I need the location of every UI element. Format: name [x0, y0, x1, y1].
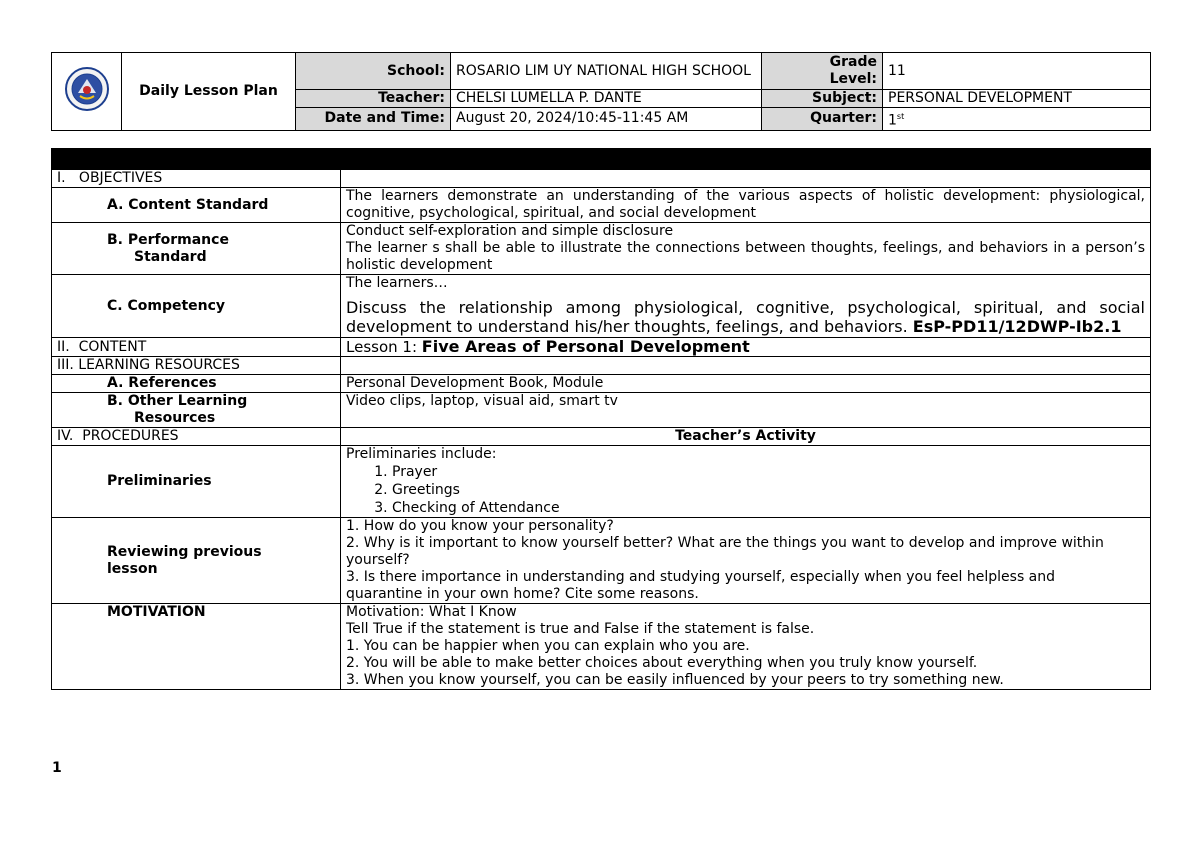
content-row — [52, 338, 1151, 357]
other-resources-value: Video clips, laptop, visual aid, smart tv — [341, 393, 1151, 428]
logo-cell — [52, 53, 122, 131]
preliminaries-label: Preliminaries — [52, 446, 341, 518]
document-title: Daily Lesson Plan — [122, 53, 296, 131]
teacher-value: CHELSI LUMELLA P. DANTE — [451, 90, 762, 108]
motivation-item: Motivation: What I Know — [346, 604, 517, 620]
header-table — [51, 52, 1151, 131]
subject-value: PERSONAL DEVELOPMENT — [883, 90, 1151, 108]
header-bar — [52, 149, 1151, 170]
objectives-row — [52, 170, 1151, 188]
content-standard-row — [52, 188, 1151, 223]
subject-label: Subject: — [762, 90, 883, 108]
other-resources-row — [52, 393, 1151, 428]
references-label: A. References — [52, 375, 341, 393]
preliminaries-intro: Preliminaries include: — [346, 446, 497, 462]
list-item: 1. Prayer — [392, 463, 1145, 481]
performance-standard-line2: The learner s shall be able to illustrate the connections between thoughts, feelings, and behaviors in a person’s holistic development — [346, 240, 1145, 273]
quarter-label: Quarter: — [762, 108, 883, 131]
preliminaries-row — [52, 446, 1151, 518]
competency-text — [346, 298, 1145, 336]
competency-label: C. Competency — [52, 275, 341, 338]
procedures-row — [52, 428, 1151, 446]
preliminaries-list — [346, 463, 1145, 517]
content-lesson — [341, 338, 1151, 357]
list-item: 2. Greetings — [392, 481, 1145, 499]
review-item: 3. Is there importance in understanding and studying yourself, especially when you feel helpless and quarantine in your own home? Cite some reasons. — [346, 569, 1056, 602]
performance-standard-line1: Conduct self-exploration and simple disclosure — [346, 223, 674, 239]
list-item: 3. Checking of Attendance — [392, 499, 1145, 517]
teacher-label: Teacher: — [296, 90, 451, 108]
review-row — [52, 518, 1151, 604]
teacher-activity-header: Teacher’s Activity — [341, 428, 1151, 446]
review-label: Reviewing previous lesson — [52, 518, 341, 604]
motivation-item: 1. You can be happier when you can explain who you are. — [346, 638, 750, 654]
date-time-label: Date and Time: — [296, 108, 451, 131]
grade-level-label: Grade Level: — [762, 53, 883, 90]
review-item: 2. Why is it important to know yourself better? What are the things you want to develop and improve within yourself? — [346, 535, 1104, 568]
quarter-suffix: st — [896, 112, 905, 121]
quarter-number: 1 — [888, 112, 897, 129]
lesson-plan-table — [51, 148, 1151, 690]
references-row — [52, 375, 1151, 393]
competency-statement: Discuss the relationship among physiological, cognitive, psychological, spiritual, and social development to understand his/her thoughts, feelings, and behaviors. — [346, 298, 1145, 336]
grade-level-value: 11 — [883, 53, 1151, 90]
page-number: 1 — [52, 760, 62, 776]
procedures-heading: IV. PROCEDURES — [52, 428, 341, 446]
learning-resources-heading: III. LEARNING RESOURCES — [52, 357, 341, 375]
motivation-label: MOTIVATION — [52, 604, 341, 690]
school-label: School: — [296, 53, 451, 90]
references-value: Personal Development Book, Module — [341, 375, 1151, 393]
motivation-item: 3. When you know yourself, you can be easily influenced by your peers to try something new. — [346, 672, 1004, 688]
performance-standard-label: B. Performance Standard — [52, 223, 341, 275]
learning-resources-row — [52, 357, 1151, 375]
motivation-row — [52, 604, 1151, 690]
school-value: ROSARIO LIM UY NATIONAL HIGH SCHOOL — [451, 53, 762, 90]
lesson-title: Five Areas of Personal Development — [421, 337, 750, 356]
motivation-item: 2. You will be able to make better choices about everything when you truly know yourself. — [346, 655, 978, 671]
performance-standard-row — [52, 223, 1151, 275]
date-time-value: August 20, 2024/10:45-11:45 AM — [451, 108, 762, 131]
competency-intro: The learners… — [346, 275, 448, 291]
review-item: 1. How do you know your personality? — [346, 518, 614, 534]
other-resources-label: B. Other Learning Resources — [52, 393, 341, 428]
motivation-item: Tell True if the statement is true and False if the statement is false. — [346, 621, 815, 637]
content-standard-text: The learners demonstrate an understanding of the various aspects of holistic development: physiological, cognitive, psychological, spiritual, and social development — [341, 188, 1151, 223]
content-heading: II. CONTENT — [52, 338, 341, 357]
competency-code: EsP-PD11/12DWP-Ib2.1 — [912, 317, 1122, 336]
content-standard-label: A. Content Standard — [52, 188, 341, 223]
quarter-value — [883, 108, 1151, 131]
competency-row — [52, 275, 1151, 338]
deped-seal-icon — [64, 66, 110, 112]
objectives-heading: I. OBJECTIVES — [52, 170, 341, 188]
lesson-prefix: Lesson 1: — [346, 338, 422, 356]
